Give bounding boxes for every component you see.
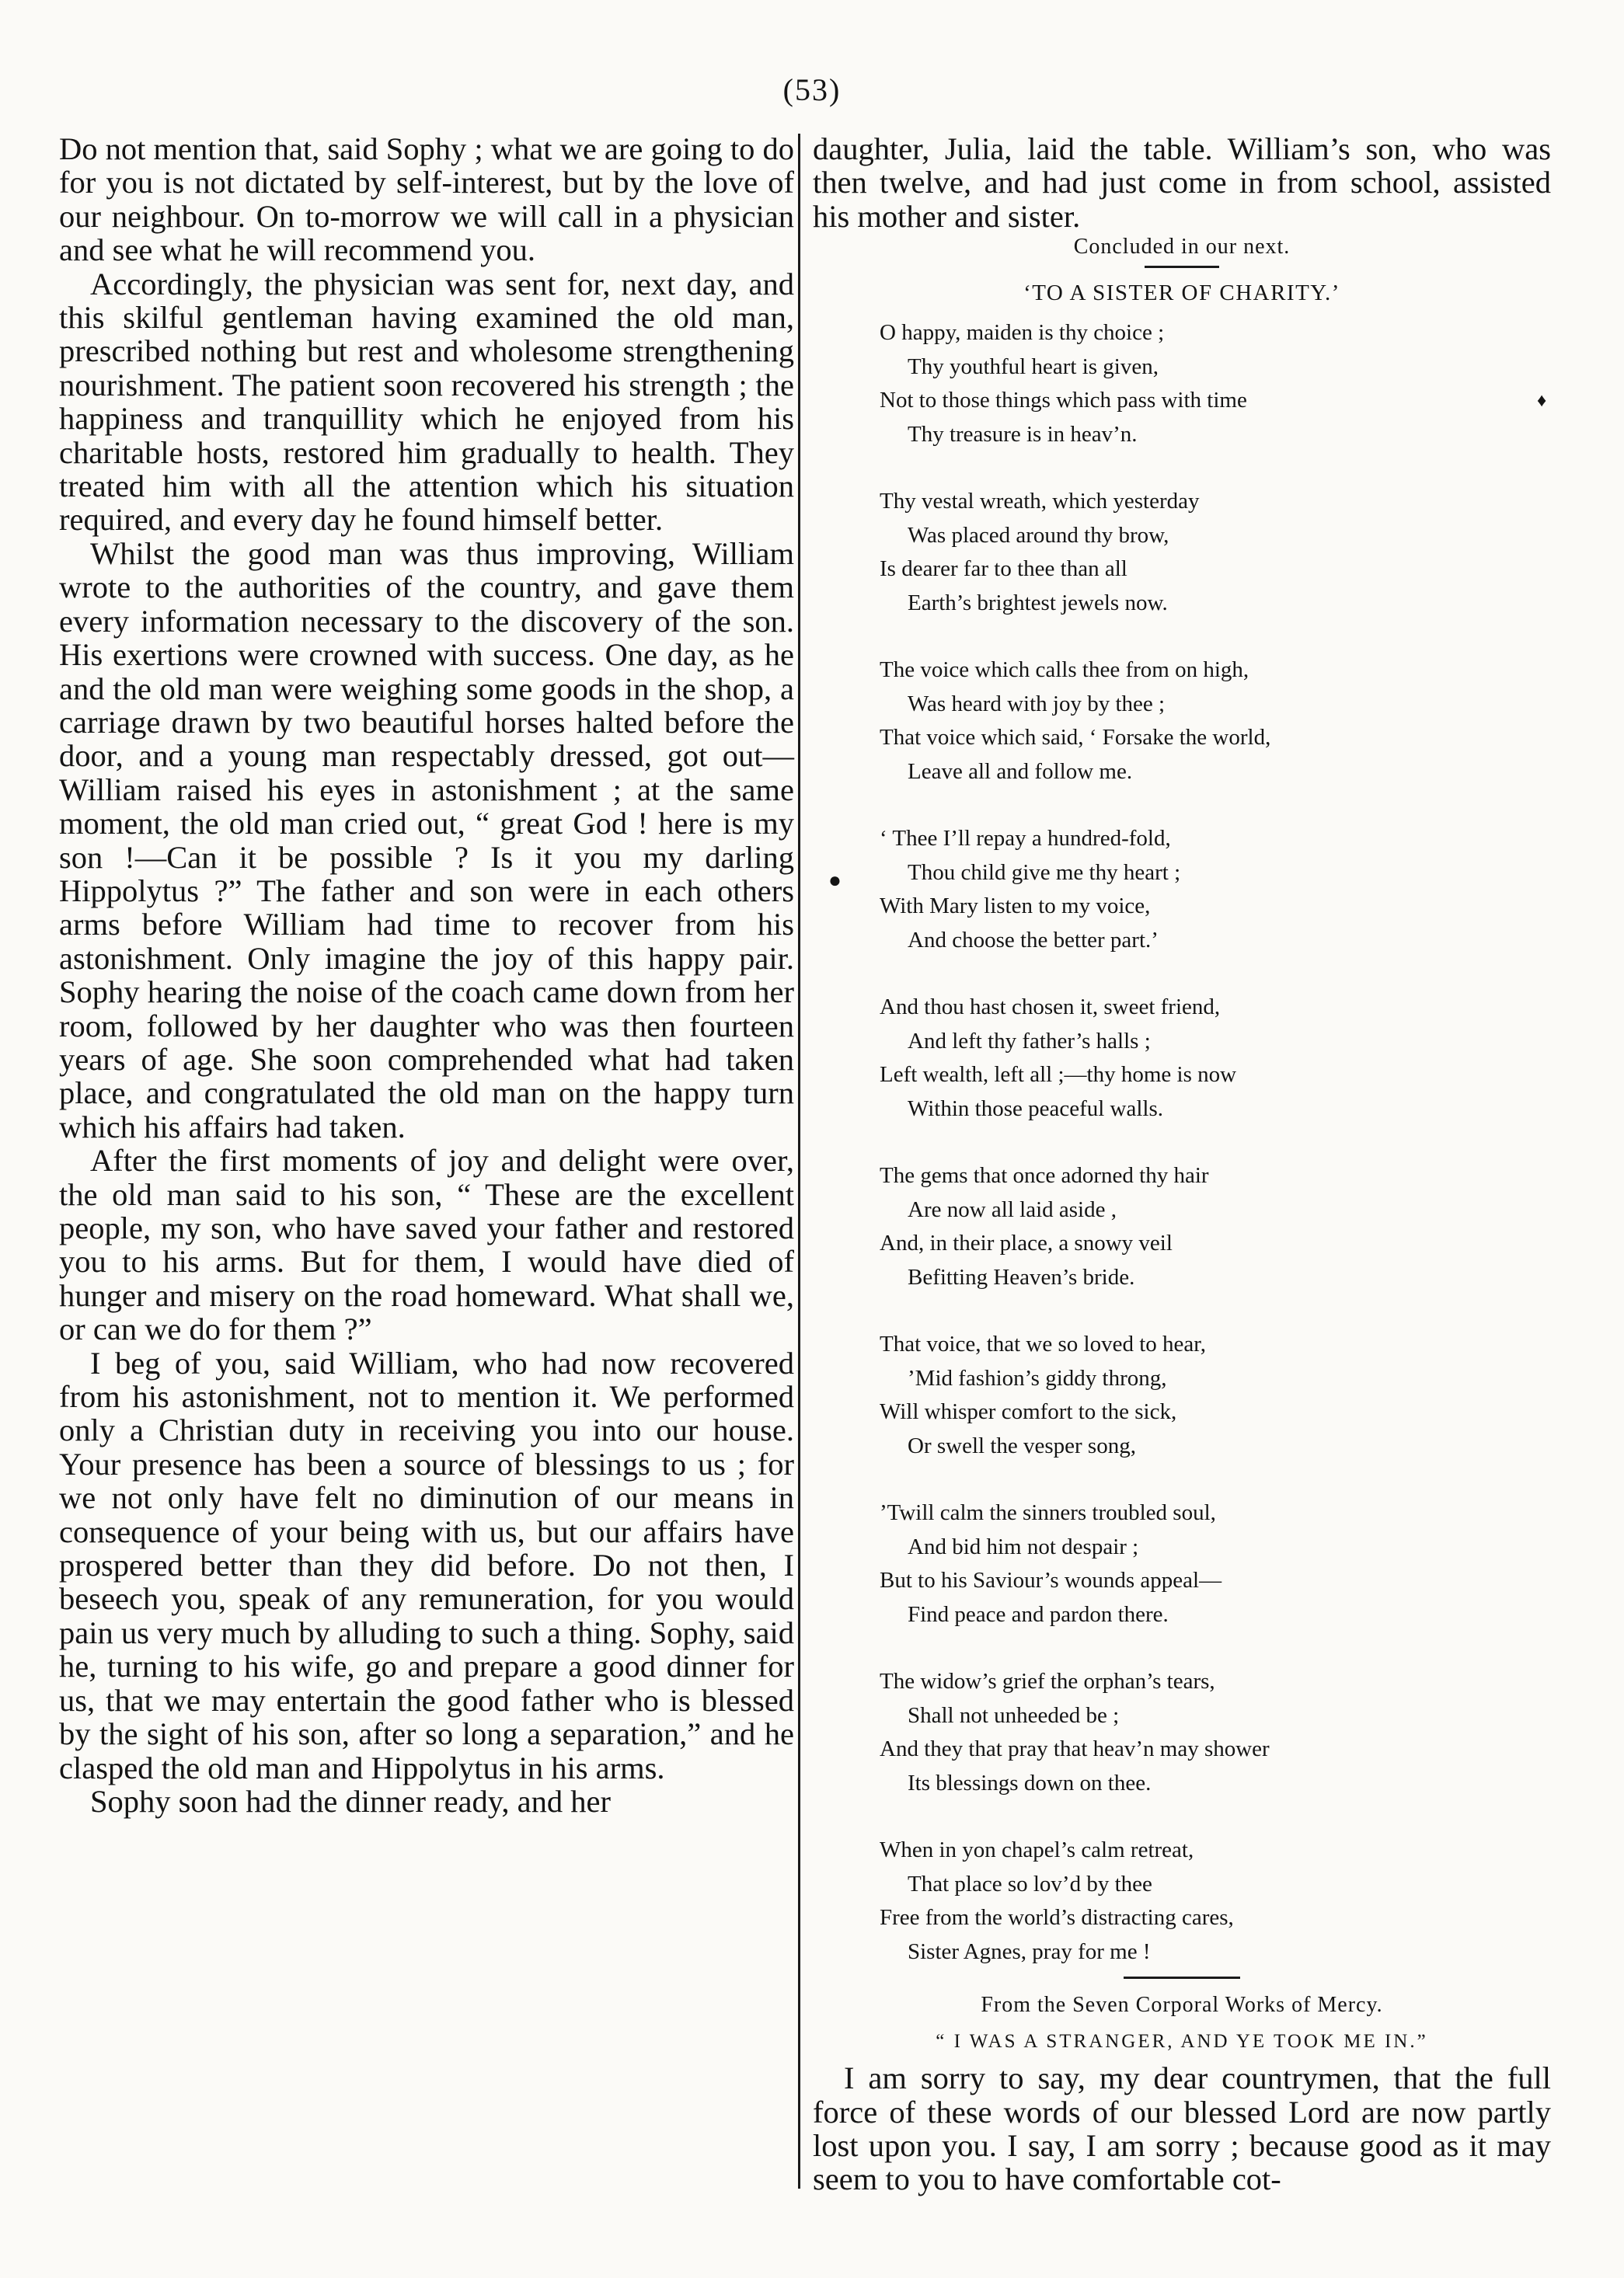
left-column <box>59 132 794 1818</box>
paragraph: After the first moments of joy and delight were over, the old man said to his son, “ These are the excellent people, my son, who have saved your father and restored you to his arms. But for them, I would have died of hunger and misery on the road homeward. What shall we, or can we do for them ?” <box>59 1143 794 1347</box>
divider-rule <box>1145 266 1219 268</box>
poem-line: Leave all and follow me. <box>908 758 1133 784</box>
poem-line: Or swell the vesper song, <box>908 1433 1136 1458</box>
poem-line: The gems that once adorned thy hair <box>880 1163 1209 1189</box>
poem-stanza <box>880 1834 1551 1969</box>
poem-stanza <box>880 991 1551 1126</box>
poem-line: But to his Saviour’s wounds appeal— <box>880 1568 1222 1594</box>
poem-line: Thy youthful heart is given, <box>908 354 1159 379</box>
poem-line: Within those peaceful walls. <box>908 1095 1164 1121</box>
paragraph: Sophy soon had the dinner ready, and her <box>90 1783 611 1819</box>
page-number: (53) <box>782 72 842 107</box>
poem-line: That voice, that we so loved to hear, <box>880 1332 1207 1357</box>
paragraph: I beg of you, said William, who had now recovered from his astonishment, not to mention it. We performed only a Christian duty in receiving you into our house. Your presence has been a source of blessings to us ; for we not only have felt no diminution of our means in consequence of your being with us, but our affairs have prospered better than they did before. Do not then, I beseech you, speak of any remuneration, for you would pain us very much by alluding to such a thing. Sophy, said he, turning to his wife, go and prepare a good dinner for us, that we may entertain the good father who is blessed by the sight of his son, after so long a separation,” and he clasped the old man and Hippolytus in his arms. <box>59 1345 794 1785</box>
poem-line: Earth’s brightest jewels now. <box>908 590 1168 615</box>
poem-line: Find peace and pardon there. <box>908 1601 1169 1627</box>
poem-line: And left thy father’s halls ; <box>908 1028 1151 1054</box>
poem-line: The widow’s grief the orphan’s tears, <box>880 1669 1215 1695</box>
right-column <box>813 132 1551 2196</box>
poem-line: And bid him not despair ; <box>908 1534 1139 1559</box>
paragraph: Whilst the good man was thus improving, William wrote to the authorities of the country, and gave them every information necessary to the discovery of the son. His exertions were crowned with success. One day, as he and the old man were weighing some goods in the shop, a carriage drawn by two beautiful horses halted before the door, and a young man respectably dressed, got out—William raised his eyes in astonishment ; at the same moment, the old man cried out, “ great God ! here is my son !—Can it be possible ? Is it you my darling Hippolytus ?” The father and son were in each others arms before William had time to recover from his astonishment. Only imagine the joy of this happy pair. Sophy hearing the noise of the coach came down from her room, followed by her daughter who was then fourteen years of age. She soon comprehended what had taken place, and congratulated the old man on the happy turn which his affairs had taken. <box>59 535 794 1144</box>
poem-line: O happy, maiden is thy choice ; <box>880 320 1165 346</box>
poem-title: ‘TO A SISTER OF CHARITY.’ <box>1023 280 1340 306</box>
ink-speck-mark: ● <box>828 869 842 893</box>
ink-speck-mark: ♦ <box>1537 391 1547 411</box>
continued-paragraph: daughter, Julia, laid the table. William’s son, who was then twelve, and had just come in from school, assisted his mother and sister. <box>813 131 1551 234</box>
poem-line: ’Twill calm the sinners troubled soul, <box>880 1500 1216 1526</box>
poem-line: Is dearer far to thee than all <box>880 556 1127 582</box>
poem-stanza <box>880 1328 1551 1463</box>
article-headline: “ I WAS A STRANGER, AND YE TOOK ME IN.” <box>936 2031 1428 2053</box>
poem-line: Was heard with joy by thee ; <box>908 691 1166 716</box>
poem-line: And, in their place, a snowy veil <box>880 1231 1173 1256</box>
poem-line: When in yon chapel’s calm retreat, <box>880 1837 1194 1863</box>
poem-line: The voice which calls thee from on high, <box>880 657 1249 683</box>
poem-line: Will whisper comfort to the sick, <box>880 1399 1177 1425</box>
poem-line: Thy treasure is in heav’n. <box>908 421 1138 447</box>
poem-line: Befitting Heaven’s bride. <box>908 1264 1135 1290</box>
poem-line: Shall not unheeded be ; <box>908 1702 1120 1728</box>
poem-line: Thou child give me thy heart ; <box>908 859 1181 885</box>
poem-stanza <box>880 316 1551 451</box>
poem-stanza <box>880 1159 1551 1294</box>
poem-line: And they that pray that heav’n may shower <box>880 1736 1270 1762</box>
poem-line: Sister Agnes, pray for me ! <box>908 1938 1151 1964</box>
article-source: From the Seven Corporal Works of Mercy. <box>981 1993 1383 2018</box>
poem-stanza <box>880 822 1551 957</box>
poem-line: Was placed around thy brow, <box>908 522 1169 548</box>
poem-stanza <box>880 1665 1551 1800</box>
poem-line: Free from the world’s distracting cares, <box>880 1905 1234 1931</box>
poem-line: Are now all laid aside , <box>908 1196 1117 1222</box>
poem-line: That place so lov’d by thee <box>908 1871 1152 1897</box>
column-divider <box>798 134 800 2189</box>
poem-line: Left wealth, left all ;—thy home is now <box>880 1062 1237 1088</box>
poem <box>880 316 1551 1969</box>
poem-stanza <box>880 1496 1551 1632</box>
paragraph: I am sorry to say, my dear countrymen, that the full force of these words of our blessed Lord are now partly lost upon you. I say, I am sorry ; because good as it may seem to you to have comfortable cot- <box>813 2060 1551 2197</box>
poem-stanza <box>880 653 1551 789</box>
poem-line: Thy vestal wreath, which yesterday <box>880 489 1200 514</box>
paragraph: Accordingly, the physician was sent for, next day, and this skilful gentleman having examined the old man, prescribed nothing but rest and wholesome strengthening nourishment. The patient soon recovered his strength ; the happiness and tranquillity which he enjoyed from his charitable hosts, restored him gradually to health. They treated him with all the attention which his situation required, and every day he found himself better. <box>59 266 794 538</box>
poem-line: With Mary listen to my voice, <box>880 893 1151 919</box>
poem-line: Its blessings down on thee. <box>908 1770 1152 1796</box>
poem-line: That voice which said, ‘ Forsake the world, <box>880 725 1271 751</box>
poem-line: And thou hast chosen it, sweet friend, <box>880 994 1221 1020</box>
poem-line: And choose the better part.’ <box>908 927 1159 953</box>
divider-rule <box>1124 1977 1240 1979</box>
concluded-note: Concluded in our next. <box>1073 235 1291 259</box>
poem-line: ‘ Thee I’ll repay a hundred-fold, <box>880 826 1171 852</box>
poem-line: Not to those things which pass with time <box>880 388 1247 413</box>
poem-stanza <box>880 485 1551 620</box>
poem-line: ’Mid fashion’s giddy throng, <box>908 1365 1167 1391</box>
paragraph: Do not mention that, said Sophy ; what we are going to do for you is not dictated by self-interest, but by the love of our neighbour. On to-morrow we will call in a physician and see what he will recommend you. <box>59 131 794 268</box>
